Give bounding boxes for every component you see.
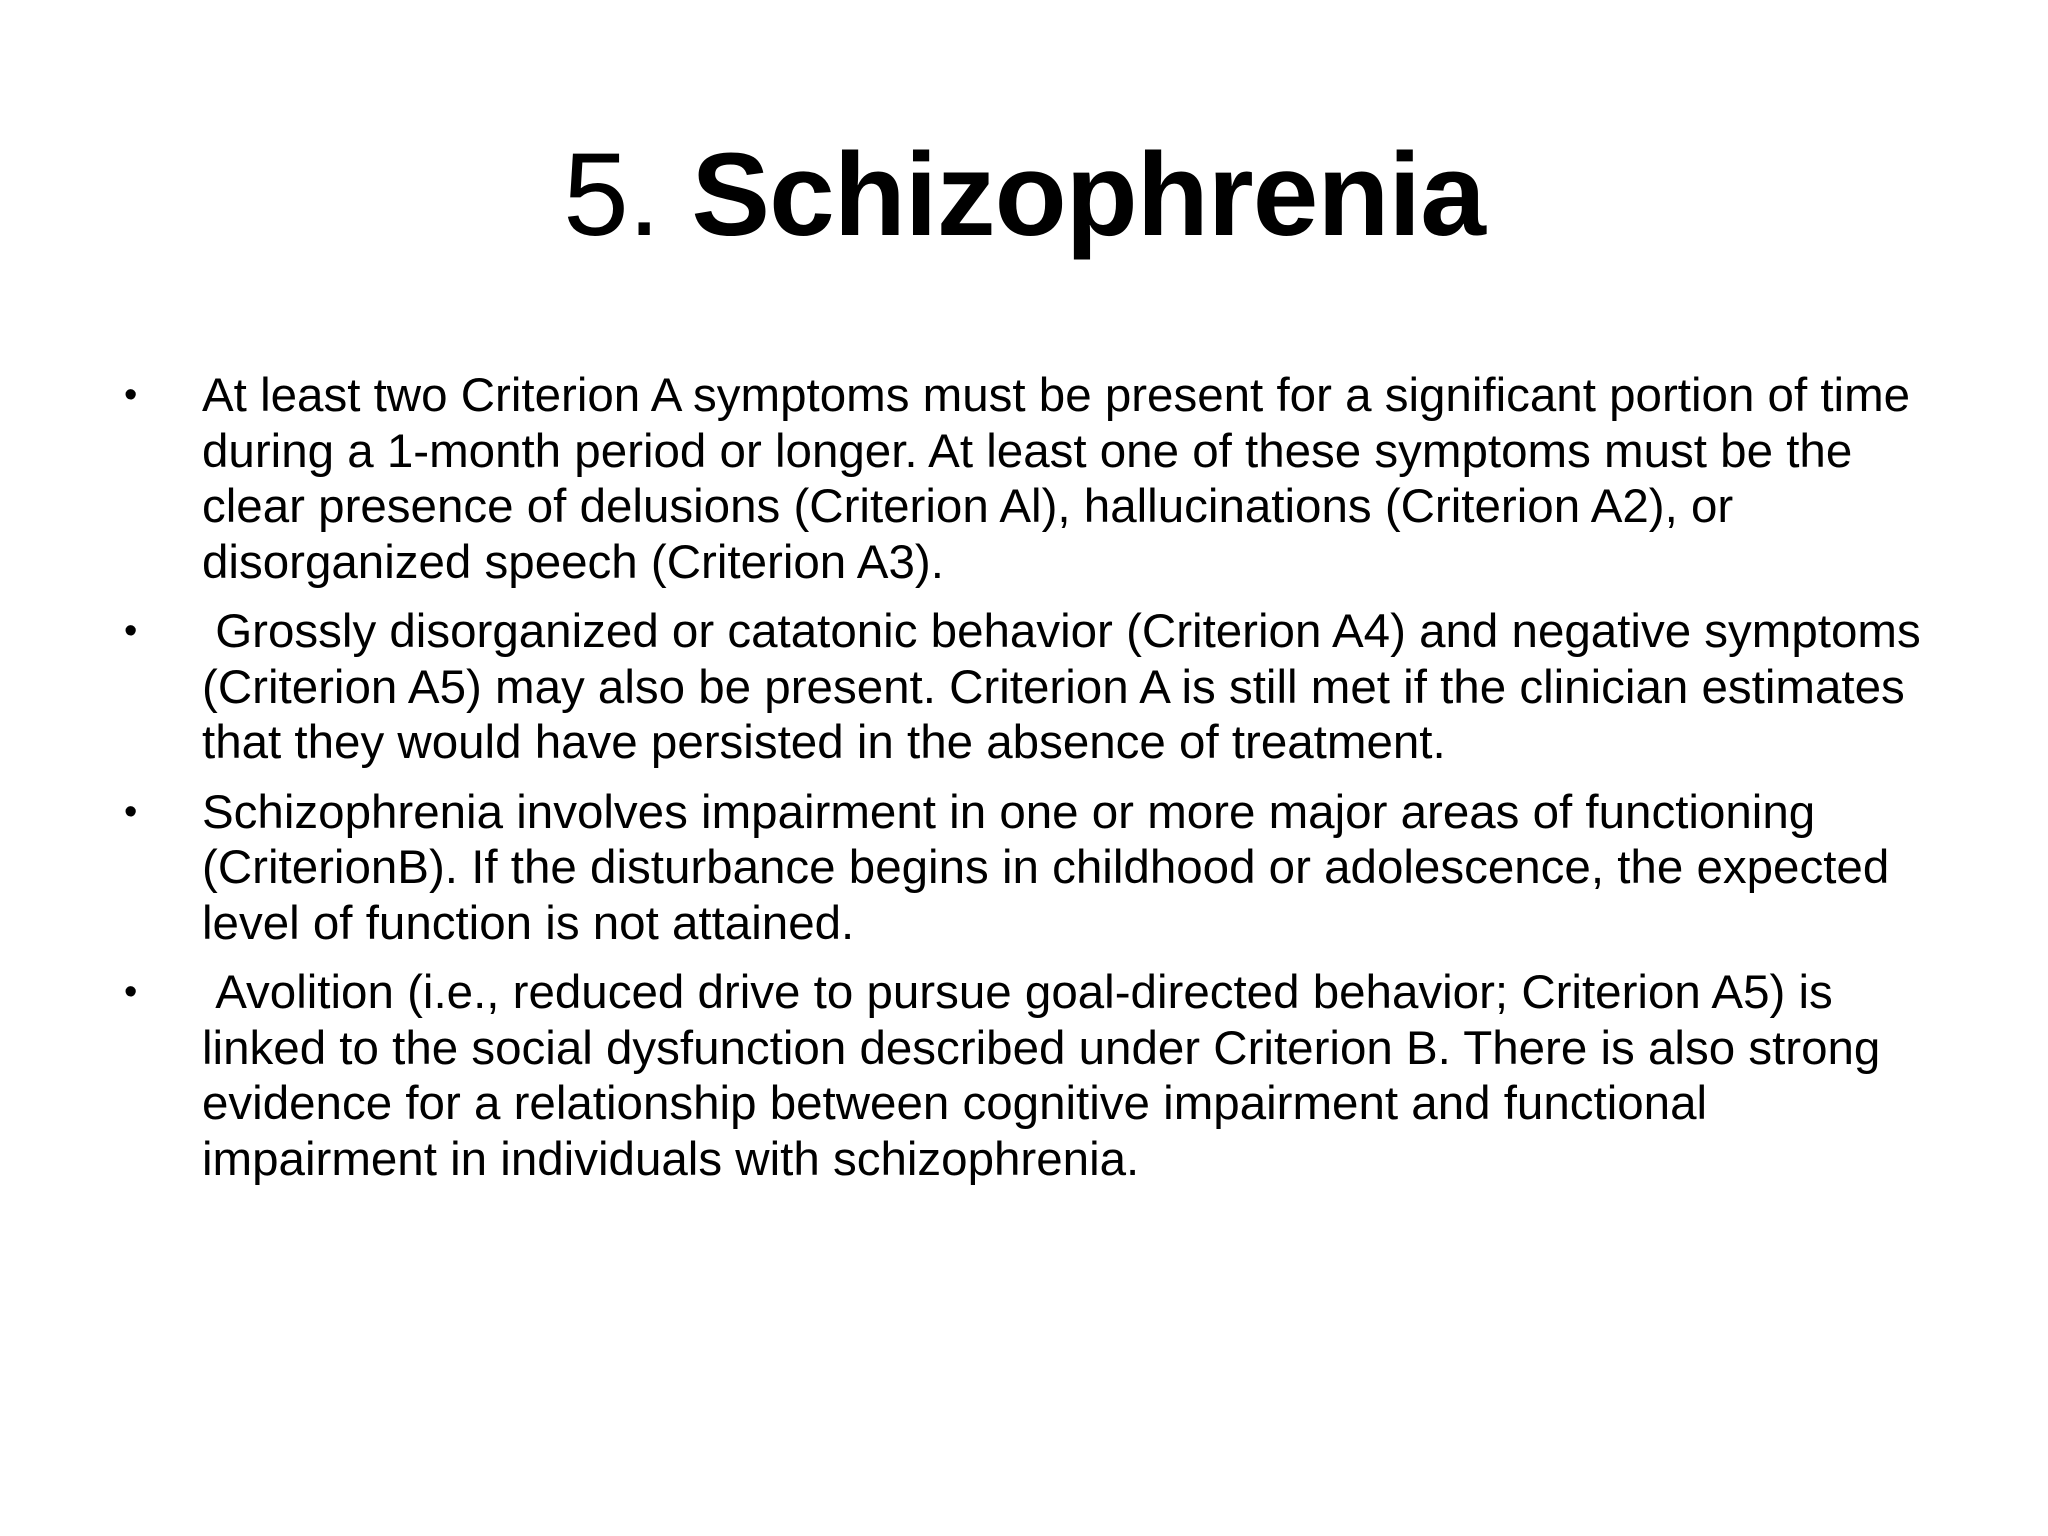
title-name: Schizophrenia (691, 129, 1485, 261)
bullet-item (118, 965, 1948, 1187)
title-number: 5. (563, 129, 660, 261)
slide-title (0, 120, 2048, 270)
bullet-icon: • (124, 790, 138, 833)
bullet-icon: • (124, 610, 138, 652)
bullet-text: Grossly disorganized or catatonic behavior (Criterion A4) and negative symptoms (Criterion A5) may also be present. Criterion A is still met if the clinician estimates that they would have persisted in the absence of treatment. (202, 605, 1934, 769)
bullet-item (118, 604, 1948, 771)
bullet-text: Avolition (i.e., reduced drive to pursue goal-directed behavior; Criterion A5) is linked to the social dysfunction described under Criterion B. There is also strong evidence for a relationship between cognitive impairment and functional impairment in individuals with schizophrenia. (202, 966, 1894, 1186)
bullet-list (118, 368, 1948, 1201)
bullet-text: Schizophrenia involves impairment in one or more major areas of functioning (CriterionB). If the disturbance begins in childhood or adolescence, the expected level of function is not attained. (202, 785, 1903, 950)
bullet-icon: • (124, 971, 138, 1013)
bullet-text: At least two Criterion A symptoms must be present for a significant portion of time during a 1-month period or longer. At least one of these symptoms must be the clear presence of delusions (Criterion Al), hallucinations (Criterion A2), or disorganized speech (Criterion A3). (202, 369, 1924, 589)
bullet-icon: • (124, 374, 138, 416)
bullet-item (118, 368, 1948, 590)
bullet-item (118, 785, 1948, 952)
